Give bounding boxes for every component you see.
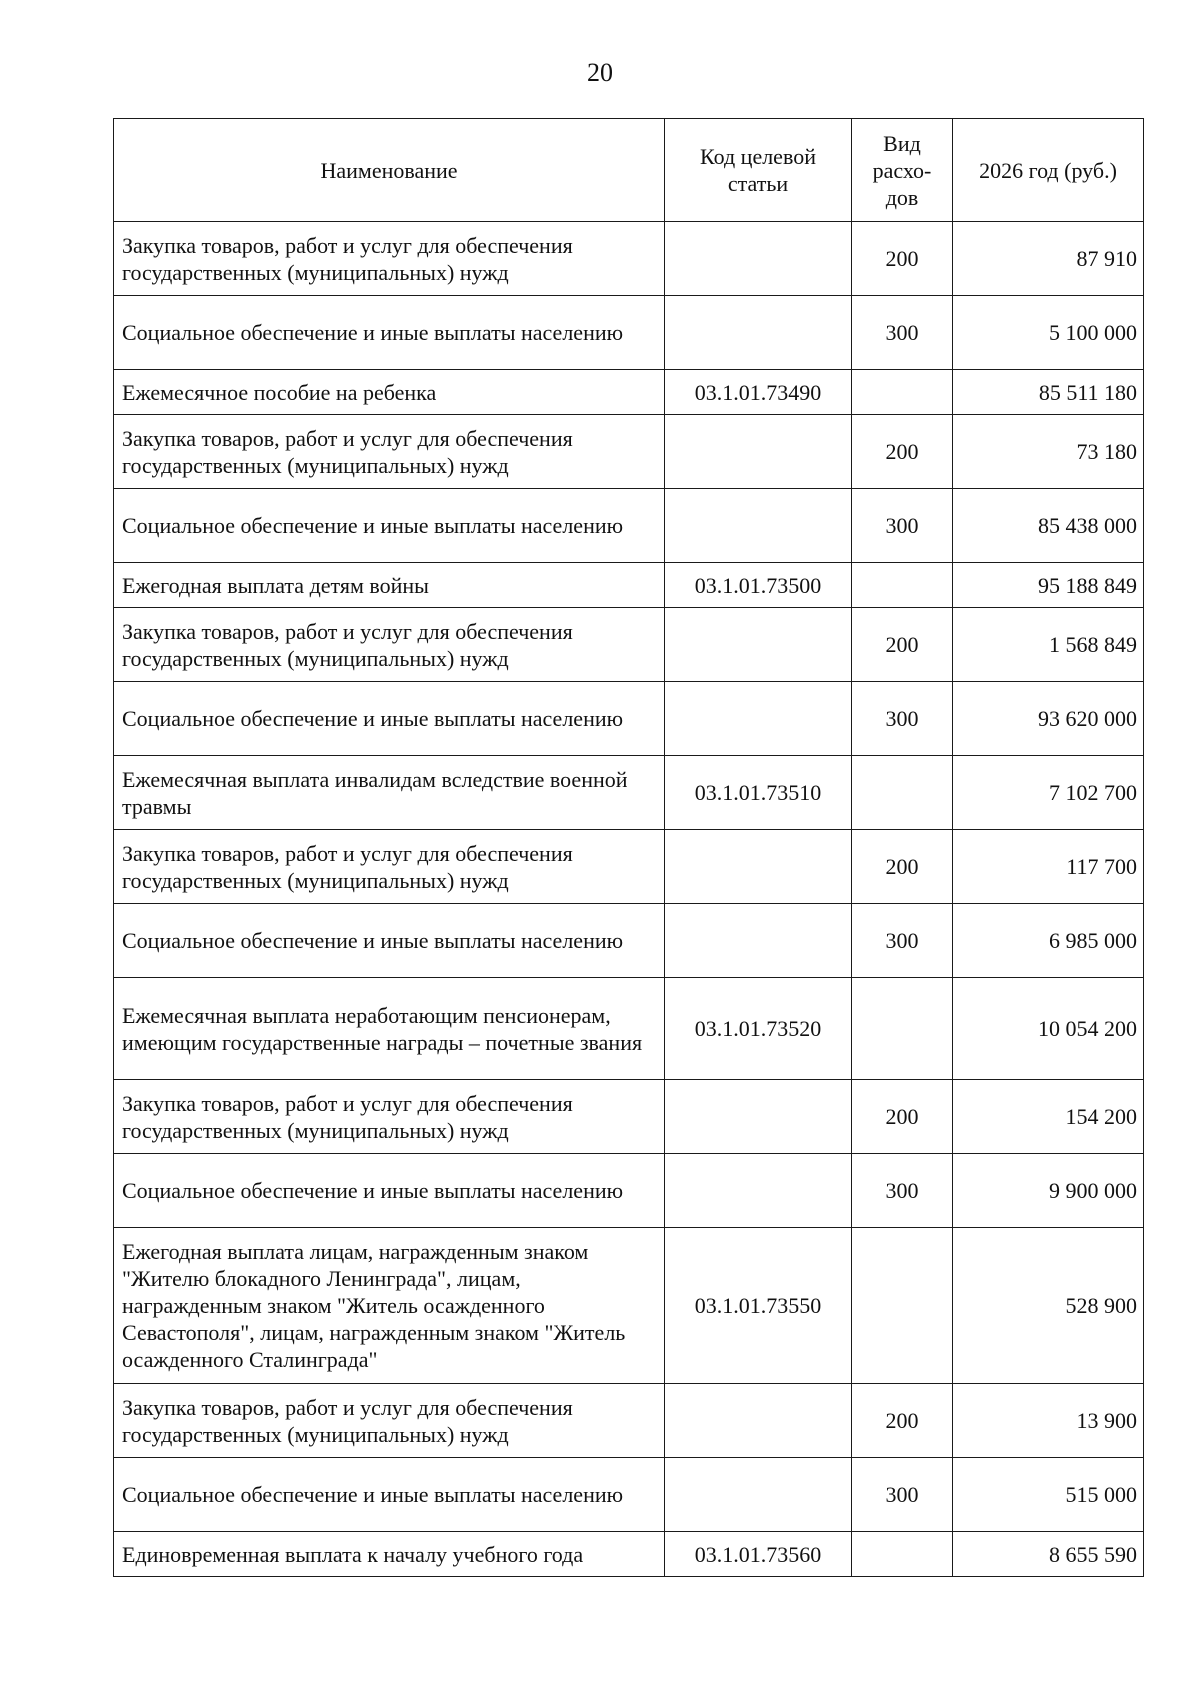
table-row <box>114 830 1144 904</box>
table-row <box>114 296 1144 370</box>
row-name: Социальное обеспечение и иные выплаты населению <box>114 682 665 756</box>
table-row <box>114 978 1144 1080</box>
row-type <box>852 756 953 830</box>
table-row <box>114 1228 1144 1384</box>
row-name: Социальное обеспечение и иные выплаты населению <box>114 904 665 978</box>
row-code <box>665 296 852 370</box>
row-type: 200 <box>852 1080 953 1154</box>
row-name: Закупка товаров, работ и услуг для обеспечения государственных (муниципальных) нужд <box>114 608 665 682</box>
row-amount: 87 910 <box>953 222 1144 296</box>
row-code <box>665 608 852 682</box>
row-type: 200 <box>852 830 953 904</box>
row-type <box>852 978 953 1080</box>
table-row <box>114 489 1144 563</box>
row-type: 200 <box>852 222 953 296</box>
row-amount: 93 620 000 <box>953 682 1144 756</box>
row-code <box>665 1154 852 1228</box>
table-row <box>114 1384 1144 1458</box>
row-code: 03.1.01.73560 <box>665 1532 852 1577</box>
row-amount: 85 511 180 <box>953 370 1144 415</box>
row-name: Закупка товаров, работ и услуг для обеспечения государственных (муниципальных) нужд <box>114 222 665 296</box>
row-name: Закупка товаров, работ и услуг для обеспечения государственных (муниципальных) нужд <box>114 415 665 489</box>
row-type: 300 <box>852 489 953 563</box>
table-row <box>114 222 1144 296</box>
row-code: 03.1.01.73550 <box>665 1228 852 1384</box>
row-code <box>665 222 852 296</box>
header-code: Код целевой статьи <box>665 119 852 222</box>
table-row <box>114 415 1144 489</box>
table-row <box>114 904 1144 978</box>
budget-table <box>113 118 1144 1577</box>
header-type: Вид расхо-дов <box>852 119 953 222</box>
row-amount: 117 700 <box>953 830 1144 904</box>
row-amount: 8 655 590 <box>953 1532 1144 1577</box>
row-type: 300 <box>852 904 953 978</box>
row-code <box>665 1458 852 1532</box>
row-type <box>852 1532 953 1577</box>
row-type <box>852 1228 953 1384</box>
row-type <box>852 563 953 608</box>
row-amount: 7 102 700 <box>953 756 1144 830</box>
row-type: 300 <box>852 682 953 756</box>
row-name: Ежемесячная выплата инвалидам вследствие военной травмы <box>114 756 665 830</box>
row-name: Социальное обеспечение и иные выплаты населению <box>114 1458 665 1532</box>
table-row <box>114 1532 1144 1577</box>
row-code <box>665 415 852 489</box>
row-amount: 9 900 000 <box>953 1154 1144 1228</box>
row-name: Ежегодная выплата детям войны <box>114 563 665 608</box>
table-row <box>114 370 1144 415</box>
row-code: 03.1.01.73510 <box>665 756 852 830</box>
table-row <box>114 1154 1144 1228</box>
row-amount: 154 200 <box>953 1080 1144 1154</box>
row-amount: 10 054 200 <box>953 978 1144 1080</box>
row-name: Единовременная выплата к началу учебного года <box>114 1532 665 1577</box>
row-amount: 1 568 849 <box>953 608 1144 682</box>
row-code: 03.1.01.73490 <box>665 370 852 415</box>
row-type: 200 <box>852 1384 953 1458</box>
row-name: Социальное обеспечение и иные выплаты населению <box>114 1154 665 1228</box>
row-name: Закупка товаров, работ и услуг для обеспечения государственных (муниципальных) нужд <box>114 1080 665 1154</box>
table-row <box>114 756 1144 830</box>
row-amount: 13 900 <box>953 1384 1144 1458</box>
header-name: Наименование <box>114 119 665 222</box>
row-type: 200 <box>852 415 953 489</box>
row-name: Ежемесячное пособие на ребенка <box>114 370 665 415</box>
table-row <box>114 563 1144 608</box>
row-amount: 515 000 <box>953 1458 1144 1532</box>
row-amount: 73 180 <box>953 415 1144 489</box>
row-code: 03.1.01.73520 <box>665 978 852 1080</box>
row-amount: 95 188 849 <box>953 563 1144 608</box>
row-amount: 528 900 <box>953 1228 1144 1384</box>
row-code <box>665 830 852 904</box>
table-row <box>114 682 1144 756</box>
row-name: Ежегодная выплата лицам, награжденным знаком "Жителю блокадного Ленинграда", лицам, награжденным знаком "Житель осажденного Севастополя", лицам, награжденным знаком "Житель осажденного Сталинграда" <box>114 1228 665 1384</box>
row-code <box>665 904 852 978</box>
row-code <box>665 1080 852 1154</box>
row-code <box>665 1384 852 1458</box>
table-row <box>114 608 1144 682</box>
row-name: Социальное обеспечение и иные выплаты населению <box>114 489 665 563</box>
header-amount: 2026 год (руб.) <box>953 119 1144 222</box>
row-code <box>665 489 852 563</box>
row-type: 200 <box>852 608 953 682</box>
row-name: Ежемесячная выплата неработающим пенсионерам, имеющим государственные награды – почетные звания <box>114 978 665 1080</box>
page-number: 20 <box>587 58 613 87</box>
row-type: 300 <box>852 1154 953 1228</box>
row-name: Закупка товаров, работ и услуг для обеспечения государственных (муниципальных) нужд <box>114 830 665 904</box>
table-row <box>114 1080 1144 1154</box>
table-header-row <box>114 119 1144 222</box>
row-amount: 5 100 000 <box>953 296 1144 370</box>
row-code <box>665 682 852 756</box>
row-amount: 85 438 000 <box>953 489 1144 563</box>
row-code: 03.1.01.73500 <box>665 563 852 608</box>
row-name: Социальное обеспечение и иные выплаты населению <box>114 296 665 370</box>
table-row <box>114 1458 1144 1532</box>
row-amount: 6 985 000 <box>953 904 1144 978</box>
row-type: 300 <box>852 1458 953 1532</box>
row-type <box>852 370 953 415</box>
row-type: 300 <box>852 296 953 370</box>
row-name: Закупка товаров, работ и услуг для обеспечения государственных (муниципальных) нужд <box>114 1384 665 1458</box>
